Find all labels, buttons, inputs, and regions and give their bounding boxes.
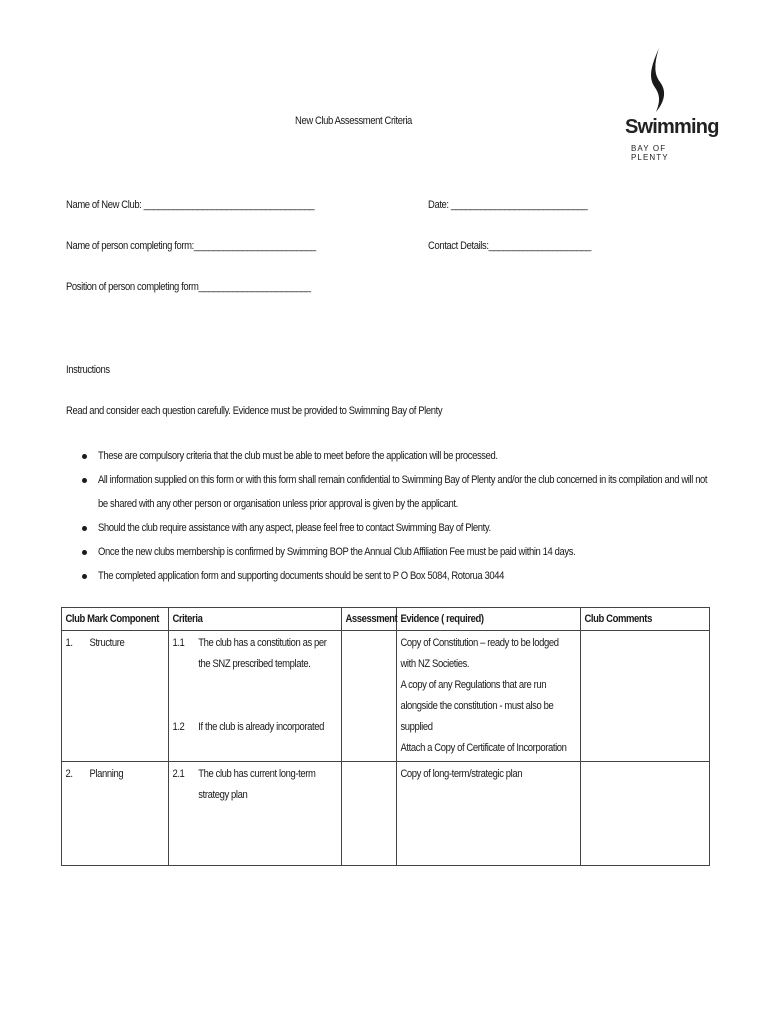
header-assessment: Assessment	[342, 608, 397, 631]
header-component: Club Mark Component	[62, 608, 169, 631]
date-field[interactable]: Date: ____________________________	[428, 199, 588, 211]
logo-subtitle: BAY OF PLENTY	[631, 144, 669, 162]
contact-details-field[interactable]: Contact Details:_____________________	[428, 240, 591, 252]
list-item: Once the new clubs membership is confirmed by Swimming BOP the Annual Club Affiliation Fee must be paid within 14 days.	[80, 540, 740, 564]
header-club-comments: Club Comments	[581, 608, 710, 631]
list-item: The completed application form and supporting documents should be sent to P O Box 5084, Rotorua 3044	[80, 564, 740, 588]
header-criteria: Criteria	[169, 608, 342, 631]
bullet-icon	[82, 526, 87, 531]
header-evidence: Evidence ( required)	[397, 608, 581, 631]
position-field[interactable]: Position of person completing form_______________________	[66, 281, 311, 293]
logo-wordmark: Swimming	[625, 116, 719, 138]
instructions-heading: Instructions	[66, 364, 110, 376]
list-item: All information supplied on this form or with this form shall remain confidential to Swimming Bay of Plenty and/or the club concerned in its compilation and will not be shared with any other person or organisation unless prior approval is given by the applicant.	[80, 468, 740, 516]
component-cell: 2. Planning	[62, 762, 169, 866]
list-item: Should the club require assistance with any aspect, please feel free to contact Swimming Bay of Plenty.	[80, 516, 740, 540]
instructions-intro: Read and consider each question carefully. Evidence must be provided to Swimming Bay of Plenty	[66, 405, 443, 417]
bullet-icon	[82, 478, 87, 483]
criteria-table	[61, 607, 710, 866]
swimmer-figure-icon	[642, 46, 672, 114]
assessment-cell[interactable]	[342, 631, 397, 762]
swimming-bop-logo	[620, 46, 719, 162]
table-header-row	[62, 608, 710, 631]
bullet-icon	[82, 454, 87, 459]
table-row	[62, 631, 710, 762]
bullet-icon	[82, 550, 87, 555]
list-item: These are compulsory criteria that the club must be able to meet before the application will be processed.	[80, 444, 740, 468]
component-cell: 1. Structure	[62, 631, 169, 762]
name-of-club-field[interactable]: Name of New Club: ___________________________________	[66, 199, 315, 211]
table-row	[62, 762, 710, 866]
club-comments-cell[interactable]	[581, 762, 710, 866]
evidence-cell: Copy of long-term/strategic plan	[397, 762, 581, 866]
bullet-icon	[82, 574, 87, 579]
criteria-cell: 1.1 The club has a constitution as per the SNZ prescribed template. 1.2 If the club is already incorporated	[169, 631, 342, 762]
club-comments-cell[interactable]	[581, 631, 710, 762]
document-title: New Club Assessment Criteria	[295, 115, 412, 127]
instructions-list	[80, 444, 740, 588]
evidence-cell: Copy of Constitution – ready to be lodged with NZ Societies. A copy of any Regulations that are run alongside the constitution - must also be supplied Attach a Copy of Certificate of Incorporation	[397, 631, 581, 762]
assessment-cell[interactable]	[342, 762, 397, 866]
person-completing-field[interactable]: Name of person completing form:_________________________	[66, 240, 316, 252]
criteria-cell: 2.1 The club has current long-term strategy plan	[169, 762, 342, 866]
